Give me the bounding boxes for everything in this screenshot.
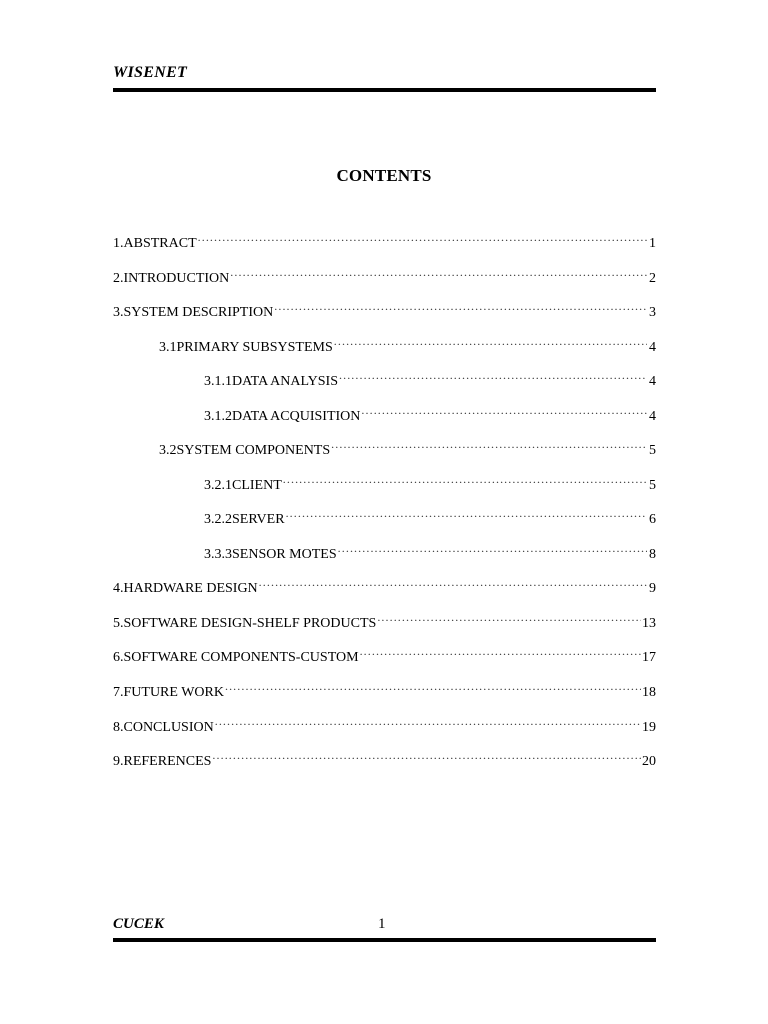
page-number: 1 [378, 916, 386, 932]
toc-entry [113, 745, 656, 769]
toc-entry [113, 296, 656, 320]
toc-entry-label: 3.2.2SERVER [204, 512, 285, 527]
toc-entry [204, 365, 656, 389]
toc-entry [113, 572, 656, 596]
toc-entry-page: 20 [642, 754, 656, 769]
toc-entry-page: 5 [649, 443, 656, 458]
running-header-title: WISENET [113, 64, 188, 81]
toc-entry [113, 711, 656, 735]
toc-entry-label: 3.1.2DATA ACQUISITION [204, 409, 361, 424]
running-footer-label: CUCEK [113, 916, 164, 932]
toc-entry-label: 7.FUTURE WORK [113, 685, 224, 700]
toc-entry-label: 8.CONCLUSION [113, 720, 214, 735]
toc-entry [204, 503, 656, 527]
toc-entry [159, 331, 656, 355]
toc-dot-leader [338, 538, 647, 558]
toc-entry [159, 434, 656, 458]
toc-dot-leader [198, 227, 647, 247]
toc-entry-label: 3.2SYSTEM COMPONENTS [159, 443, 331, 458]
toc-entry-label: 3.2.1CLIENT [204, 478, 282, 493]
toc-entry-label: 1.ABSTRACT [113, 236, 197, 251]
toc-entry [113, 676, 656, 700]
toc-entry-page: 8 [649, 547, 656, 562]
toc-entry-page: 19 [642, 720, 656, 735]
footer-rule [113, 938, 656, 942]
toc-entry-label: 9.REFERENCES [113, 754, 212, 769]
toc-dot-leader [339, 365, 647, 385]
toc-dot-leader [331, 434, 647, 454]
toc-entry [204, 469, 656, 493]
toc-entry-page: 4 [649, 409, 656, 424]
toc-dot-leader [360, 641, 641, 661]
toc-entry-label: 4.HARDWARE DESIGN [113, 581, 258, 596]
toc-dot-leader [274, 296, 647, 316]
toc-dot-leader [377, 607, 641, 627]
toc-entry [113, 607, 656, 631]
toc-entry-label: 5.SOFTWARE DESIGN-SHELF PRODUCTS [113, 616, 377, 631]
toc-entry-page: 9 [649, 581, 656, 596]
toc-entry-page: 17 [642, 650, 656, 665]
toc-entry-page: 6 [649, 512, 656, 527]
toc-entry-page: 13 [642, 616, 656, 631]
toc-dot-leader [212, 745, 641, 765]
toc-dot-leader [283, 469, 647, 489]
toc-entry-page: 3 [649, 305, 656, 320]
toc-entry-label: 3.1PRIMARY SUBSYSTEMS [159, 340, 333, 355]
toc-entry-label: 3.3.3SENSOR MOTES [204, 547, 337, 562]
toc-entry-label: 3.1.1DATA ANALYSIS [204, 374, 338, 389]
toc-entry-page: 4 [649, 374, 656, 389]
toc-entry-page: 4 [649, 340, 656, 355]
toc-entry-label: 6.SOFTWARE COMPONENTS-CUSTOM [113, 650, 359, 665]
toc-entry-page: 18 [642, 685, 656, 700]
toc-entry-page: 2 [649, 271, 656, 286]
toc-entry [204, 538, 656, 562]
contents-heading: CONTENTS [336, 166, 432, 185]
toc-dot-leader [225, 676, 641, 696]
toc-dot-leader [230, 262, 647, 282]
toc-entry [204, 400, 656, 424]
toc-entry-label: 2.INTRODUCTION [113, 271, 230, 286]
toc-dot-leader [215, 711, 641, 731]
toc-dot-leader [286, 503, 647, 523]
toc-dot-leader [334, 331, 647, 351]
toc-entry-page: 5 [649, 478, 656, 493]
toc-entry [113, 641, 656, 665]
toc-entry-page: 1 [649, 236, 656, 251]
header-rule [113, 88, 656, 92]
toc-entry [113, 227, 656, 251]
toc-entry [113, 262, 656, 286]
toc-dot-leader [361, 400, 647, 420]
toc-dot-leader [259, 572, 647, 592]
toc-entry-label: 3.SYSTEM DESCRIPTION [113, 305, 274, 320]
